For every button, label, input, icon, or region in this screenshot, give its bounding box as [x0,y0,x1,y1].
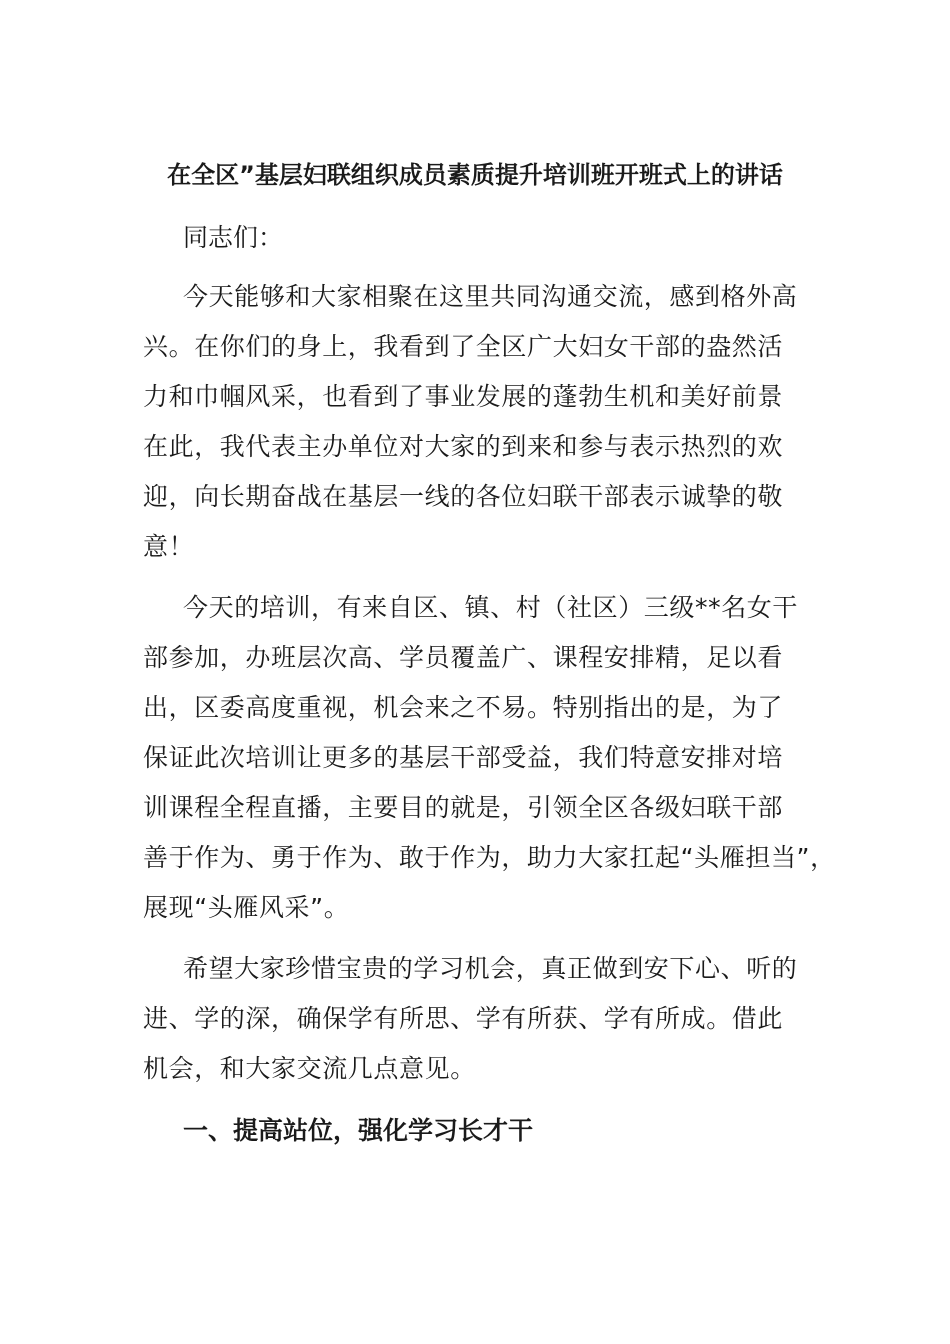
paragraph-line: 善于作为、勇于作为、敢于作为，助力大家扛起“头雁担当”， [143,843,836,872]
paragraph-line: 在此，我代表主办单位对大家的到来和参与表示热烈的欢 [143,432,784,461]
paragraph-1 [143,272,815,572]
paragraph-line: 训课程全程直播，主要目的就是，引领全区各级妇联干部 [143,793,784,822]
salutation: 同志们： [183,223,284,252]
document-title: 在全区”基层妇联组织成员素质提升培训班开班式上的讲话 [167,161,783,189]
paragraph-line: 希望大家珍惜宝贵的学习机会，真正做到安下心、听的 [183,954,798,983]
paragraph-line: 出，区委高度重视，机会来之不易。特别指出的是，为了 [143,693,784,722]
paragraph-line: 力和巾帼风采，也看到了事业发展的蓬勃生机和美好前景 [143,382,784,411]
paragraph-line: 展现“头雁风采”。 [143,893,350,922]
paragraph-line: 进、学的深，确保学有所思、学有所获、学有所成。借此 [143,1004,784,1033]
paragraph-line: 今天的培训，有来自区、镇、村（社区）三级**名女干 [183,593,799,622]
paragraph-line: 迎，向长期奋战在基层一线的各位妇联干部表示诚挚的敬 [143,482,784,511]
paragraph-line: 保证此次培训让更多的基层干部受益，我们特意安排对培 [143,743,784,772]
paragraph-2 [143,583,836,933]
paragraph-line: 部参加，办班层次高、学员覆盖广、课程安排精，足以看 [143,643,784,672]
paragraph-line: 机会，和大家交流几点意见。 [143,1054,476,1083]
section-heading: 一、提高站位，强化学习长才干 [183,1116,534,1145]
paragraph-line: 意！ [143,532,195,561]
paragraph-3 [143,944,815,1094]
paragraph-line: 兴。在你们的身上，我看到了全区广大妇女干部的盎然活 [143,332,784,361]
paragraph-line: 今天能够和大家相聚在这里共同沟通交流，感到格外高 [183,282,798,311]
